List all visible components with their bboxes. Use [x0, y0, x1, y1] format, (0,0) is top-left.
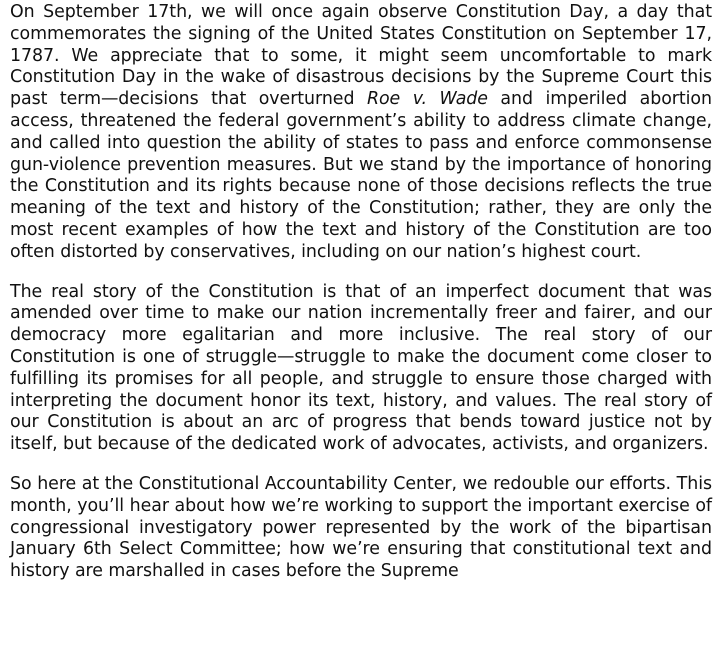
paragraph-text-continued: and imperiled abortion access, threatened the federal government’s ability to address climate change, and called into question the ability of states to pass and enforce commonsense gun-violence prevention measures. But we stand by the importance of honoring the Constitution and its rights because none of those decisions reflects the true meaning of the text and history of the Constitution; rather, they are only the most recent examples of how the text and history of the Constitution are too often distorted by conservatives, including on our nation’s highest court.: [10, 89, 712, 262]
paragraph-real-story: The real story of the Constitution is that of an imperfect document that was amended over time to make our nation incrementally freer and fairer, and our democracy more egalitarian and more inclusive. The real story of our Constitution is one of struggle—struggle to make the document come closer to fulfilling its promises for all people, and struggle to ensure those charged with interpreting the document honor its text, history, and values. The real story of our Constitution is about an arc of progress that bends toward justice not by itself, but because of the dedicated work of advocates, activists, and organizers.: [10, 281, 712, 455]
paragraph-redouble-efforts: So here at the Constitutional Accountability Center, we redouble our efforts. This month, you’ll hear about how we’re working to support the important exercise of congressional investigatory power represented by the work of the bipartisan January 6th Select Committee; how we’re ensuring that constitutional text and history are marshalled in cases before the Supreme: [10, 473, 712, 582]
paragraph-text: On September 17th, we will once again observe Constitution Day, a day that commemorates the signing of the United States Constitution on September 17, 1787. We appreciate that to some, it might seem uncomfortable to mark Constitution Day in the wake of disastrous decisions by the Supreme Court this past term—decisions that overturned: [10, 2, 712, 110]
paragraph-constitution-day: [10, 2, 712, 264]
document-body: [10, 0, 712, 583]
case-name-italic: Roe v. Wade: [366, 89, 488, 110]
